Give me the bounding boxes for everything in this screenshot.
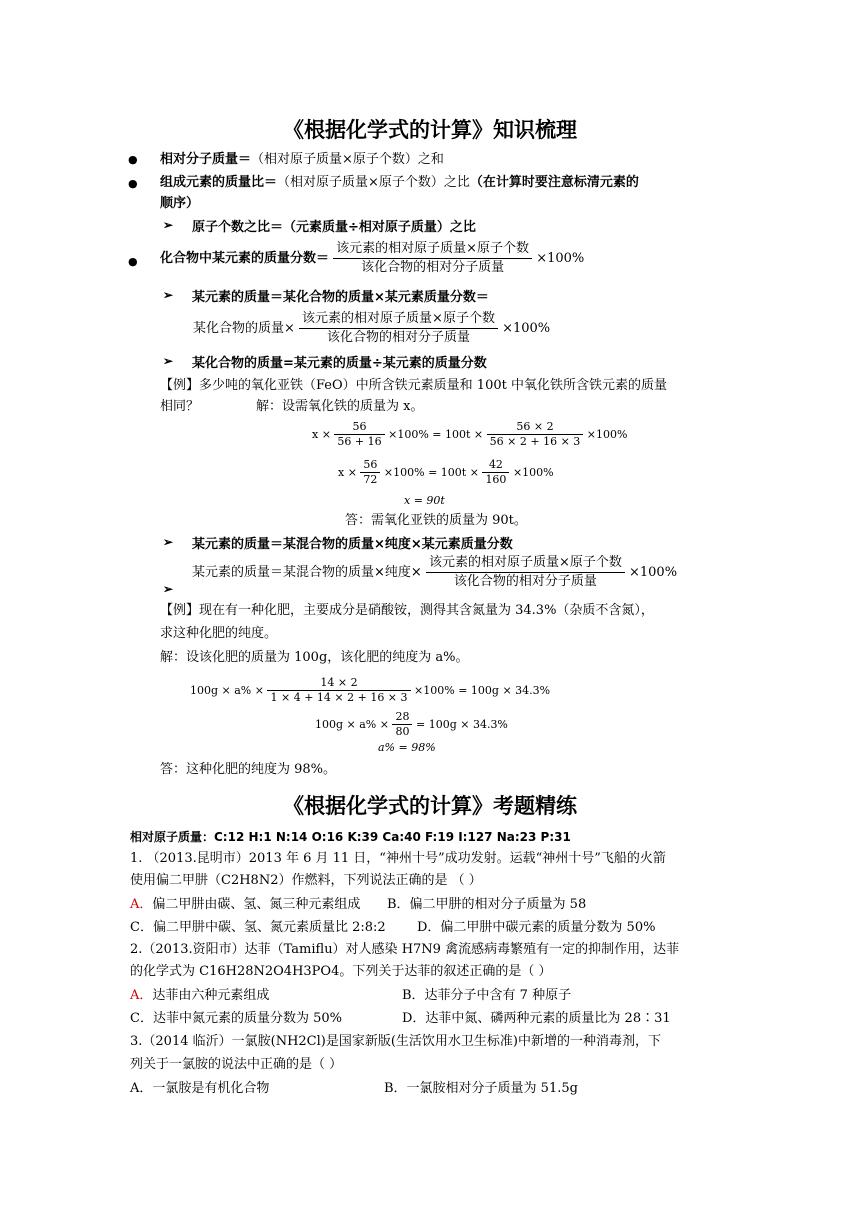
question-1-option-d[interactable]: D．偏二甲肼中碳元素的质量分数为 50% — [417, 920, 656, 935]
example-1-question-cont: 相同？ — [160, 399, 200, 414]
example-1-question: 【例】多少吨的氧化亚铁（FeO）中所含铁元素质量和 100t 中氧化铁所含铁元素的质量 — [160, 378, 667, 393]
example-1-equation-1: x × $\frac{56}{56 + 16}$ ×100% = 100t × $\frac{56 \times 2}{56 \times 2 + 16 \times 3}$ ×100% — [312, 420, 628, 448]
question-2-stem: 2.（2013.资阳市）达菲（Tamiflu）对人感染 H7N9 禽流感病毒繁殖有一定的抑制作用，达菲 — [130, 942, 680, 957]
fraction: $\frac{\text{该元素的相对原子质量×原子个数}}{\text{该化合物的相对分子质量}}$ — [333, 240, 532, 277]
line-element-mass: 某元素的质量＝某化合物的质量×某元素质量分数＝ — [192, 290, 489, 305]
atomic-masses: 相对原子质量：C:12 H:1 N:14 O:16 K:39 Ca:40 F:19 I:127 Na:23 P:31 — [130, 830, 571, 844]
question-2-stem-cont: 的化学式为 C16H28N2O4H3PO4。下列关于达菲的叙述正确的是（ ） — [130, 964, 552, 979]
example-2-equation-2: 100g × a% × $\frac{28}{80}$ = 100g × 34.3% — [315, 710, 508, 738]
line-element-mass-formula: 某化合物的质量× $\frac{\text{该元素的相对原子质量×原子个数}}{\text{该化合物的相对分子质量}}$ ×100% — [193, 311, 551, 345]
example-2-question: 【例】现在有一种化肥，主要成分是硝酸铵，测得其含氮量为 34.3%（杂质不含氮）， — [160, 603, 654, 618]
example-1-solution: 解：设需氧化铁的质量为 x。 — [256, 399, 424, 414]
example-2-equation-3: a% = 98% — [378, 741, 436, 754]
line-atom-ratio: 原子个数之比＝（元素质量÷相对原子质量）之比 — [192, 220, 476, 235]
question-3-option-a[interactable]: A．一氯胺是有机化合物 — [130, 1081, 270, 1096]
fraction: $\frac{42}{160}$ — [482, 458, 509, 487]
section-title-exercises: 《根据化学式的计算》考题精练 — [283, 794, 577, 818]
question-1-option-b[interactable]: B．偏二甲肼的相对分子质量为 58 — [387, 897, 587, 912]
example-2-equation-1: 100g × a% × $\frac{14 \times 2}{1 \times 4 + 14 \times 2 + 16 \times 3}$ ×100% = 100g × 34.3% — [190, 676, 551, 704]
example-1-equation-3: x = 90t — [404, 494, 445, 507]
question-3-option-b[interactable]: B．一氯胺相对分子质量为 51.5g — [384, 1081, 578, 1096]
line-mixture-formula: 某元素的质量＝某混合物的质量×纯度× $\frac{\text{该元素的相对原子质量×原子个数}}{\text{该化合物的相对分子质量}}$ ×100% — [192, 555, 678, 589]
arrow-icon: ➢ — [163, 354, 174, 368]
line-mass-ratio-note: 顺序） — [160, 196, 200, 211]
bullet-icon: ● — [128, 153, 138, 166]
question-1-stem: 1. （2013.昆明市）2013 年 6 月 11 日，“神州十号”成功发射。运载“神州十号”飞船的火箭 — [130, 851, 666, 866]
fraction: $\frac{56}{72}$ — [360, 458, 380, 487]
arrow-icon: ➢ — [163, 218, 174, 232]
bullet-icon: ● — [128, 177, 138, 190]
example-2-answer: 答：这种化肥的纯度为 98%。 — [160, 762, 337, 777]
arrow-icon: ➢ — [163, 582, 174, 596]
line-mass-fraction: 化合物中某元素的质量分数＝ $\frac{\text{该元素的相对原子质量×原子个数}}{\text{该化合物的相对分子质量}}$ ×100% — [160, 241, 585, 275]
question-3-stem-cont: 列关于一氯胺的说法中正确的是（ ） — [130, 1057, 343, 1072]
arrow-icon: ➢ — [163, 288, 174, 302]
question-2-option-a[interactable]: A．达菲由六种元素组成 — [130, 988, 270, 1003]
question-1-option-c[interactable]: C．偏二甲肼中碳、氢、氮元素质量比 2:8:2 — [130, 920, 386, 935]
line-mixture-mass: 某元素的质量＝某混合物的质量×纯度×某元素质量分数 — [192, 537, 513, 552]
example-1-equation-2: x × $\frac{56}{72}$ ×100% = 100t × $\frac{42}{160}$ ×100% — [338, 458, 554, 486]
fraction: $\frac{14 \times 2}{1 \times 4 + 14 \times 2 + 16 \times 3}$ — [267, 676, 410, 705]
example-2-solution: 解：设该化肥的质量为 100g，该化肥的纯度为 a%。 — [160, 650, 469, 665]
line-compound-mass: 某化合物的质量=某元素的质量÷某元素的质量分数 — [192, 356, 487, 371]
fraction: $\frac{56 \times 2}{56 \times 2 + 16 \times 3}$ — [487, 420, 584, 449]
section-title-knowledge: 《根据化学式的计算》知识梳理 — [283, 118, 577, 142]
question-2-option-b[interactable]: B．达菲分子中含有 7 种原子 — [402, 988, 572, 1003]
fraction: $\frac{\text{该元素的相对原子质量×原子个数}}{\text{该化合物的相对分子质量}}$ — [426, 554, 625, 591]
example-2-question-cont: 求这种化肥的纯度。 — [160, 626, 278, 641]
line-molecular-mass: 相对分子质量＝（相对原子质量×原子个数）之和 — [160, 152, 444, 167]
fraction: $\frac{28}{80}$ — [392, 710, 412, 739]
example-1-answer: 答：需氧化亚铁的质量为 90t。 — [345, 513, 527, 528]
line-mass-ratio: 组成元素的质量比＝（相对原子质量×原子个数）之比（在计算时要注意标清元素的 — [160, 175, 639, 190]
question-1-stem-cont: 使用偏二甲肼（C2H8N2）作燃料，下列说法正确的是 （ ） — [130, 873, 482, 888]
arrow-icon: ➢ — [163, 535, 174, 549]
bullet-icon: ● — [128, 255, 138, 268]
fraction: $\frac{56}{56 + 16}$ — [334, 420, 384, 449]
question-3-stem: 3.（2014 临沂）一氯胺(NH2Cl)是国家新版(生活饮用水卫生标准)中新增的一种消毒剂，下 — [130, 1034, 661, 1049]
question-2-option-d[interactable]: D．达菲中氮、磷两种元素的质量比为 28∶31 — [402, 1011, 671, 1026]
question-2-option-c[interactable]: C．达菲中氮元素的质量分数为 50% — [130, 1011, 342, 1026]
fraction: $\frac{\text{该元素的相对原子质量×原子个数}}{\text{该化合物的相对分子质量}}$ — [299, 310, 498, 347]
question-1-option-a[interactable]: A．偏二甲肼由碳、氢、氮三种元素组成 — [130, 897, 361, 912]
